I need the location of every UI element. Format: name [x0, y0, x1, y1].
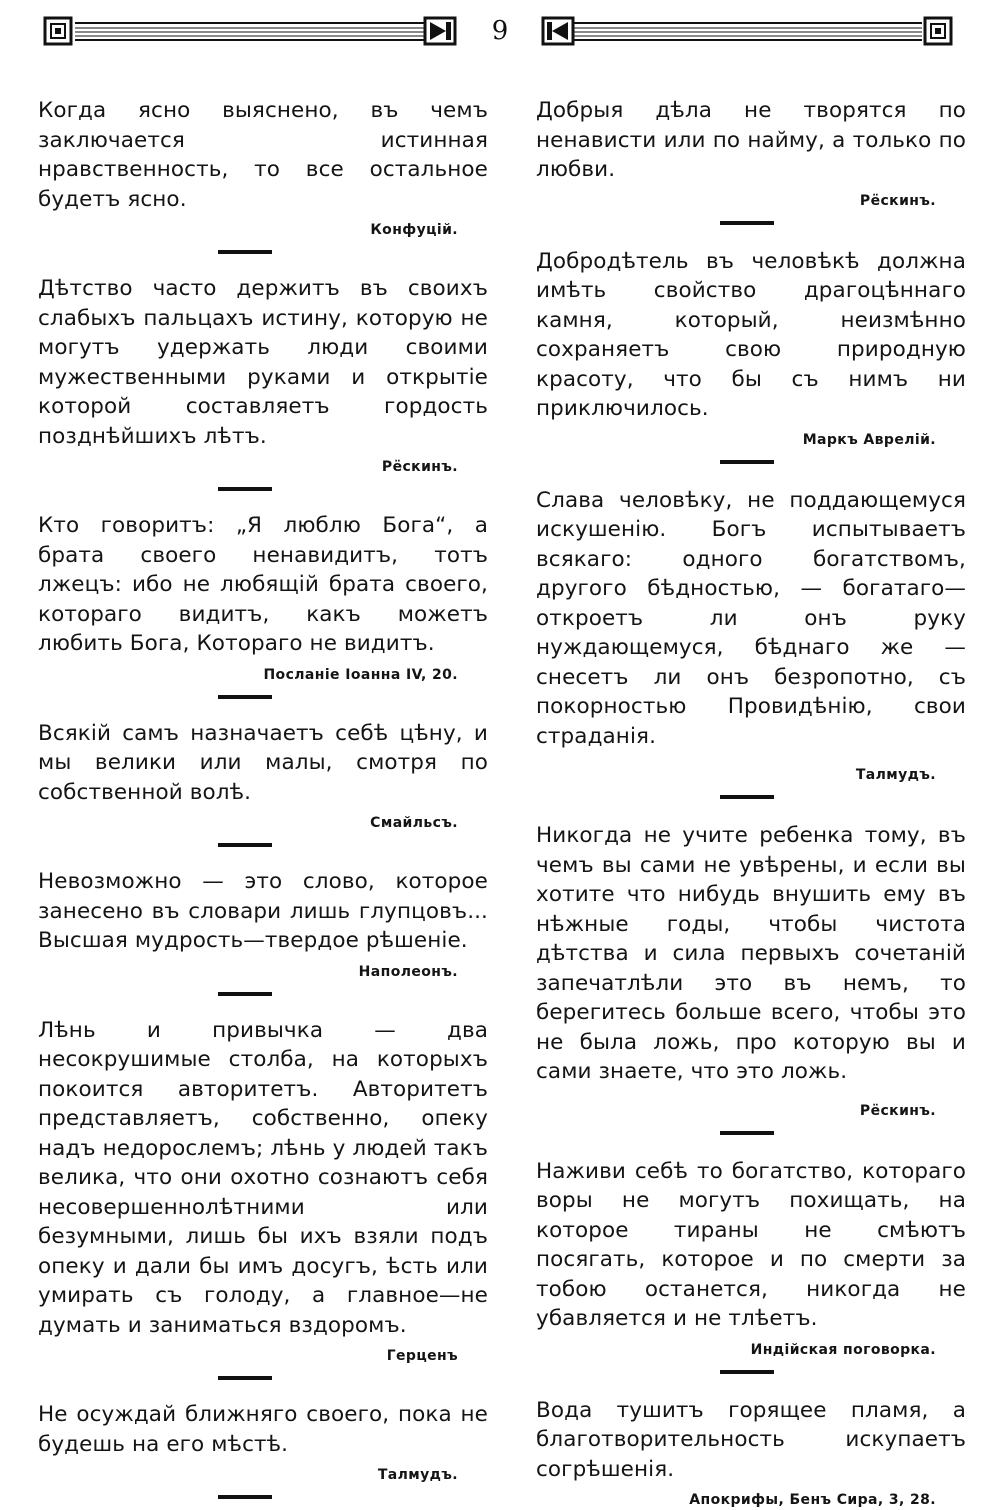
left-endcap-ornament — [425, 18, 455, 44]
separator-rule — [720, 795, 774, 799]
separator-rule — [218, 1495, 272, 1499]
separator-rule — [720, 1370, 774, 1374]
quote-block — [38, 719, 488, 848]
right-column — [536, 96, 966, 1510]
quote-text: Добродѣтель въ человѣкѣ должна имѣть свойство драгоцѣннаго камня, который, неизмѣнно сохраняетъ свою природную красоту, что бы съ нимъ ни приключилось. — [536, 247, 966, 424]
quote-text: Наживи себѣ то богатство, котораго воры не могутъ похищать, на которое тираны не смѣютъ посягать, которое и по смерти за тобою останется, никогда не убавляется и не тлѣетъ. — [536, 1157, 966, 1334]
separator-rule — [218, 1376, 272, 1380]
quote-text: Слава человѣку, не поддающемуся искушенію. Богъ испытываетъ всякаго: одного богатствомъ, другого бѣдностью, — богатаго—откроетъ ли онъ руку нуждающемуся, бѣднаго же — снесетъ ли онъ безропотно, съ покорностью Провидѣнію, свои страданія. — [536, 486, 966, 752]
quote-text: Никогда не учите ребенка тому, въ чемъ вы сами не увѣрены, и если вы хотите что нибудь внушить ему въ нѣжные годы, чтобы чистота дѣтства и сила первыхъ сочетаній запечатлѣли это въ немъ, то берегитесь больше всего, чтобы это не была ложь, про которую вы и сами знаете, что это ложь. — [536, 821, 966, 1087]
separator-rule — [720, 460, 774, 464]
quote-author: Апокрифы, Бенъ Сира, 3, 28. — [536, 1490, 936, 1510]
left-column — [38, 96, 488, 1499]
quote-text: Всякій самъ назначаетъ себѣ цѣну, и мы велики или малы, смотря по собственной волѣ. — [38, 719, 488, 808]
quote-block — [536, 247, 966, 464]
quote-text: Невозможно — это слово, которое занесено въ словари лишь глупцовъ... Высшая мудрость—твердое рѣшеніе. — [38, 867, 488, 956]
quote-author: Индійская поговорка. — [536, 1340, 936, 1360]
quote-text: Не осуждай ближняго своего, пока не будешь на его мѣстѣ. — [38, 1400, 488, 1459]
quote-block — [536, 1157, 966, 1374]
quote-author: Рёскинъ. — [38, 457, 458, 477]
separator-rule — [218, 992, 272, 996]
separator-rule — [218, 487, 272, 491]
separator-rule — [218, 250, 272, 254]
quote-author: Наполеонъ. — [38, 962, 458, 982]
quote-block — [536, 96, 966, 225]
quote-author: Рёскинъ. — [536, 191, 936, 211]
quote-author: Маркъ Аврелій. — [536, 430, 936, 450]
quote-block — [38, 1016, 488, 1381]
quote-author: Талмудъ. — [38, 1465, 458, 1485]
quote-author: Рёскинъ. — [536, 1101, 936, 1121]
quote-text: Кто говоритъ: „Я люблю Бога“, а брата своего ненавидитъ, тотъ лжецъ: ибо не любящій брата своего, котораго видитъ, какъ можетъ любить Бога, Котораго не видитъ. — [38, 511, 488, 659]
left-square-ornament — [45, 18, 71, 44]
right-endcap-ornament — [543, 18, 573, 44]
quote-block — [38, 274, 488, 491]
separator-rule — [218, 843, 272, 847]
quote-block — [38, 96, 488, 254]
quote-block — [38, 511, 488, 699]
right-square-ornament — [925, 18, 951, 44]
page-number: 9 — [470, 16, 530, 46]
quote-text: Вода тушитъ горящее пламя, а благотворительность искупаетъ согрѣшенія. — [536, 1396, 966, 1485]
quote-author: Смайльсъ. — [38, 813, 458, 833]
quote-author: Герценъ — [38, 1346, 458, 1366]
left-rule-lines — [75, 23, 425, 40]
quote-author: Талмудъ. — [536, 765, 936, 785]
quote-block — [536, 486, 966, 800]
quote-block — [38, 867, 488, 996]
quote-text: Добрыя дѣла не творятся по ненависти или по найму, а только по любви. — [536, 96, 966, 185]
quote-author: Посланіе Іоанна IV, 20. — [38, 665, 458, 685]
right-rule-lines — [573, 23, 922, 40]
separator-rule — [218, 695, 272, 699]
quote-author: Конфуцій. — [38, 220, 458, 240]
page-header — [0, 0, 996, 70]
separator-rule — [720, 221, 774, 225]
quote-block — [38, 1400, 488, 1499]
quote-block — [536, 821, 966, 1135]
quote-text: Лѣнь и привычка — два несокрушимые столба, на которыхъ покоится авторитетъ. Авторитетъ представляетъ, собственно, опеку надъ недорослемъ; лѣнь у людей такъ велика, что они охотно сознаютъ себя несовершеннолѣтними или безумными, лишь бы ихъ взяли подъ опеку и дали бы имъ досугъ, ѣсть или умирать съ голоду, а главное—не думать и заниматься вздоромъ. — [38, 1016, 488, 1341]
quote-text: Когда ясно выяснено, въ чемъ заключается истинная нравственность, то все остальное будетъ ясно. — [38, 96, 488, 214]
separator-rule — [720, 1131, 774, 1135]
quote-block — [536, 1396, 966, 1510]
quote-text: Дѣтство часто держитъ въ своихъ слабыхъ пальцахъ истину, которую не могутъ удержать люди своими мужественными руками и открытіе которой составляетъ гордость позднѣйшихъ лѣтъ. — [38, 274, 488, 451]
